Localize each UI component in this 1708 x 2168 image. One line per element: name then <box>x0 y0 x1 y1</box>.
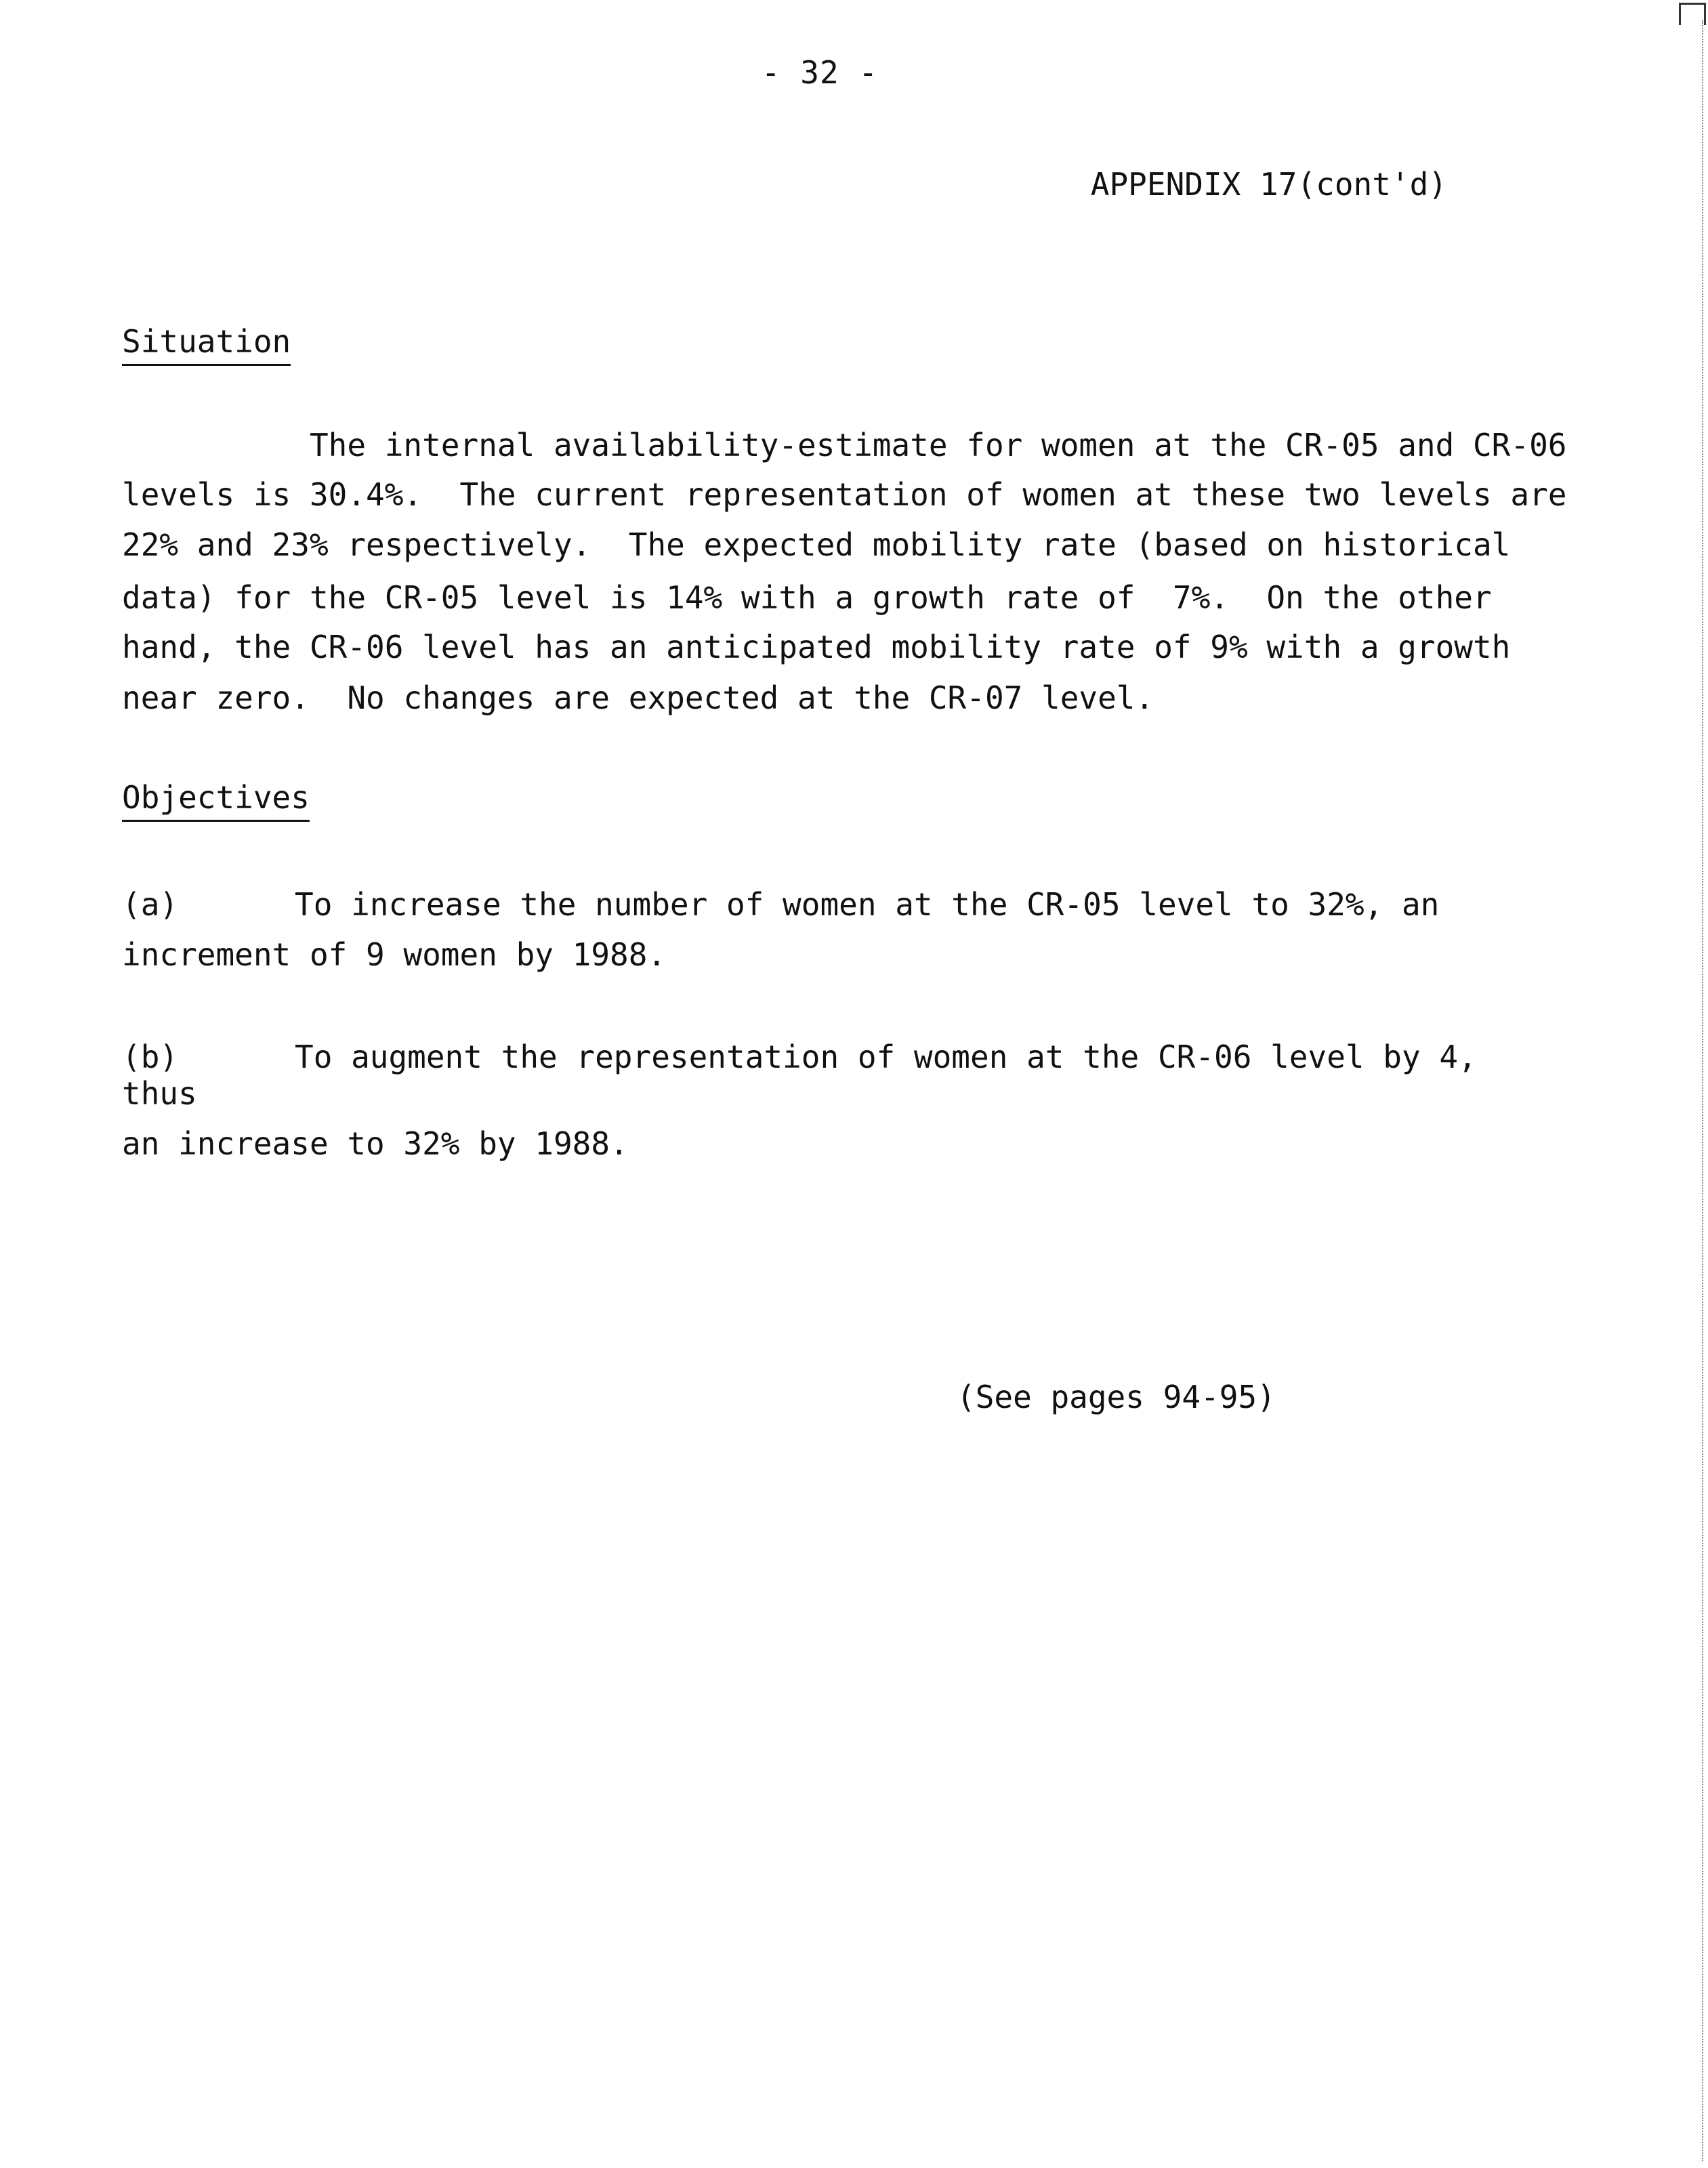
objective-text-continued: increment of 9 women by 1988. <box>122 936 667 973</box>
situation-line: hand, the CR-06 level has an anticipated mobility rate of 9% with a growth <box>122 629 1511 665</box>
objective-text-continued: an increase to 32% by 1988. <box>122 1125 629 1162</box>
objective-text: To increase the number of women at the CR-05 level to 32%, an <box>295 886 1440 923</box>
objective-marker: (a) <box>122 886 179 923</box>
situation-line: levels is 30.4%. The current representation of women at these two levels are <box>122 476 1567 513</box>
situation-line: data) for the CR-05 level is 14% with a growth rate of 7%. On the other <box>122 579 1492 616</box>
situation-line: 22% and 23% respectively. The expected mobility rate (based on historical <box>122 526 1511 563</box>
objective-text: To augment the representation of women at the CR-06 level by 4, thus <box>122 1039 1477 1112</box>
objective-item-a <box>122 886 1477 973</box>
situation-heading: Situation <box>122 323 291 366</box>
situation-line: near zero. No changes are expected at the CR-07 level. <box>122 680 1154 716</box>
situation-line: The internal availability-estimate for women at the CR-05 and CR-06 <box>122 427 1567 463</box>
appendix-label: APPENDIX 17(cont'd) <box>1090 166 1447 203</box>
page-number: - 32 - <box>761 54 879 91</box>
objectives-heading: Objectives <box>122 779 310 822</box>
objective-marker: (b) <box>122 1039 179 1075</box>
page-edge-line <box>1702 20 1705 2161</box>
page-reference: (See pages 94-95) <box>957 1379 1276 1415</box>
objective-item-b <box>122 1039 1477 1162</box>
